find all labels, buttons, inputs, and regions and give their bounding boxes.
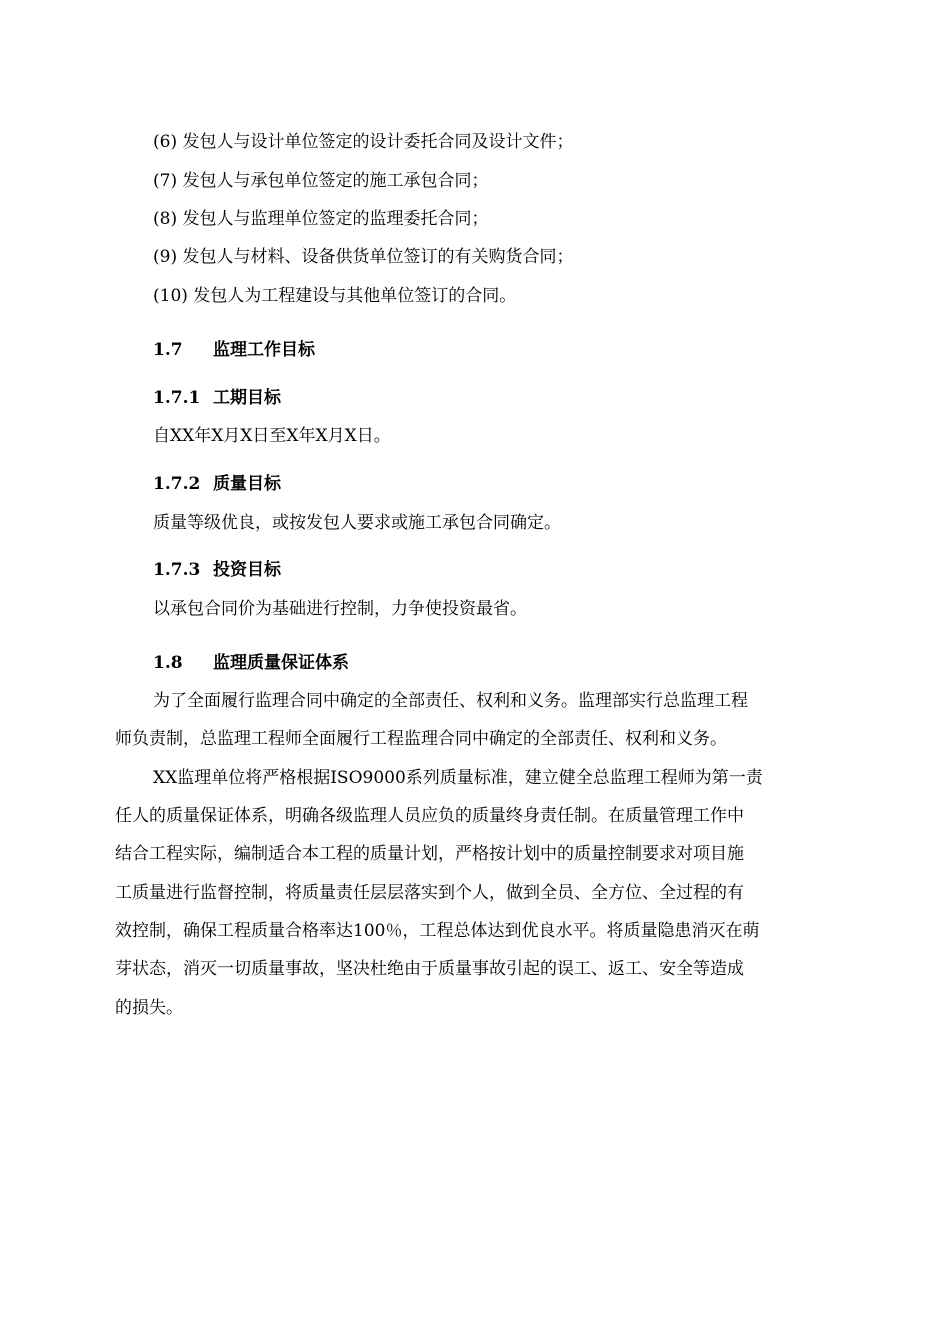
- section-body: 自XX年X月X日至X年X月X日。: [153, 426, 391, 446]
- section-body: 以承包合同价为基础进行控制，力争使投资最省。: [153, 599, 527, 619]
- paragraph-line: 师负责制，总监理工程师全面履行工程监理合同中确定的全部责任、权利和义务。: [115, 729, 727, 749]
- list-item: (8) 发包人与监理单位签定的监理委托合同；: [153, 209, 489, 229]
- list-item: (9) 发包人与材料、设备供货单位签订的有关购货合同；: [153, 247, 574, 267]
- list-item: (10) 发包人为工程建设与其他单位签订的合同。: [153, 286, 517, 306]
- section-heading-1-7-2: [153, 473, 281, 495]
- list-item: (6) 发包人与设计单位签定的设计委托合同及设计文件；: [153, 132, 574, 152]
- section-number: 1.8: [153, 653, 183, 673]
- paragraph-line: 芽状态，消灭一切质量事故，坚决杜绝由于质量事故引起的误工、返工、安全等造成: [115, 959, 744, 979]
- paragraph-line: 结合工程实际，编制适合本工程的质量计划，严格按计划中的质量控制要求对项目施: [115, 844, 744, 864]
- section-title: 工期目标: [213, 388, 281, 408]
- section-number: 1.7.1: [153, 388, 201, 408]
- section-number: 1.7.3: [153, 560, 201, 580]
- paragraph-line: 的损失。: [115, 998, 183, 1018]
- section-number: 1.7: [153, 340, 183, 360]
- section-body: 质量等级优良，或按发包人要求或施工承包合同确定。: [153, 513, 561, 533]
- paragraph-line: 任人的质量保证体系，明确各级监理人员应负的质量终身责任制。在质量管理工作中: [115, 806, 744, 826]
- section-heading-1-7-3: [153, 559, 281, 581]
- paragraph-line: 工质量进行监督控制，将质量责任层层落实到个人，做到全员、全方位、全过程的有: [115, 883, 744, 903]
- list-item: (7) 发包人与承包单位签定的施工承包合同；: [153, 171, 489, 191]
- section-heading-1-8: [153, 652, 349, 674]
- paragraph-line: 效控制，确保工程质量合格率达100％，工程总体达到优良水平。将质量隐患消灭在萌: [115, 921, 760, 941]
- paragraph-line: 为了全面履行监理合同中确定的全部责任、权利和义务。监理部实行总监理工程: [153, 691, 748, 711]
- section-title: 监理工作目标: [213, 340, 315, 360]
- paragraph-line: XX监理单位将严格根据ISO9000系列质量标准，建立健全总监理工程师为第一责: [153, 768, 763, 788]
- section-heading-1-7: [153, 339, 315, 361]
- section-title: 质量目标: [213, 474, 281, 494]
- section-number: 1.7.2: [153, 474, 201, 494]
- section-title: 投资目标: [213, 560, 281, 580]
- section-title: 监理质量保证体系: [213, 653, 349, 673]
- section-heading-1-7-1: [153, 387, 281, 409]
